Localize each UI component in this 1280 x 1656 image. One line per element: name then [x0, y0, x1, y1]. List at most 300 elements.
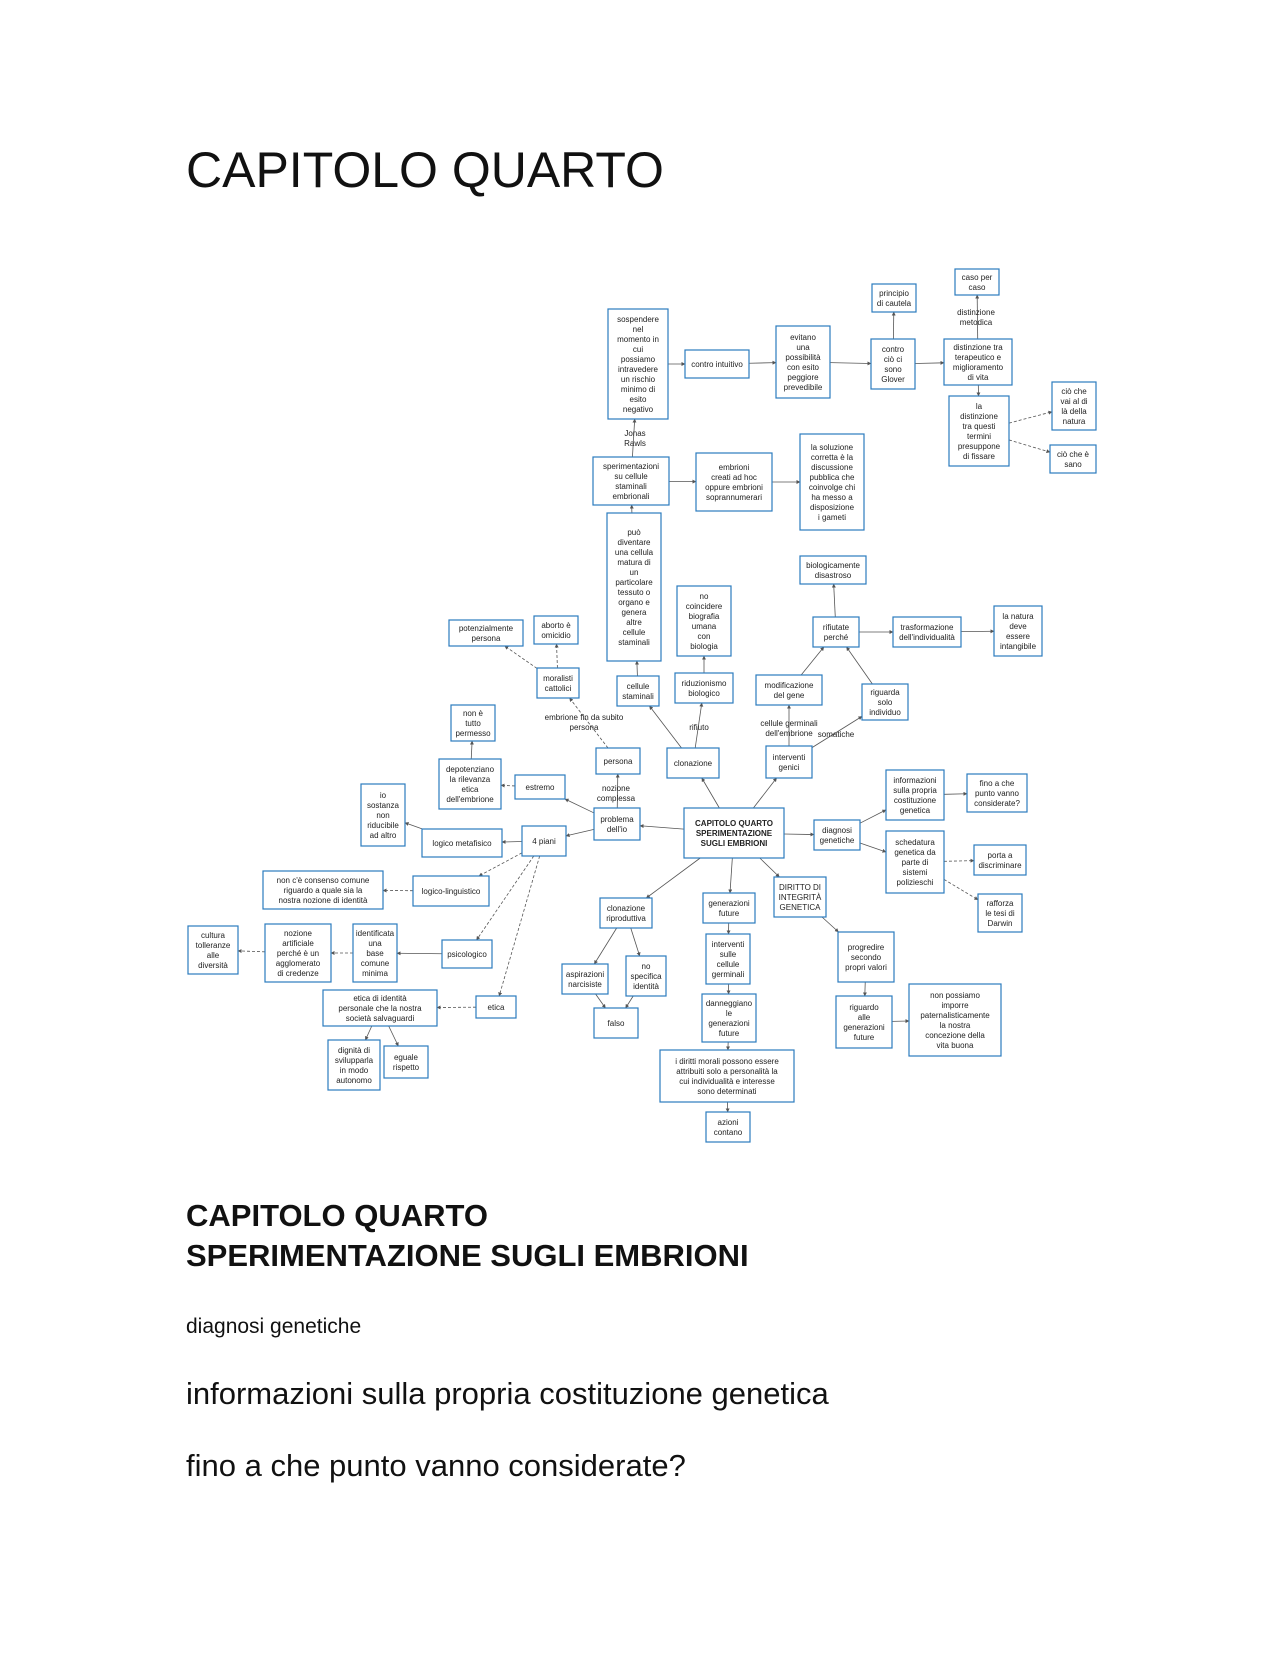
map-node-text: evitano — [790, 333, 816, 342]
map-label-cellule-germinali: dell'embrione — [765, 729, 813, 738]
map-node-text: sperimentazioni — [602, 462, 660, 471]
map-edge-cellule_staminali-puo_diventare — [637, 661, 638, 676]
map-node-text: la nostra — [939, 1021, 971, 1030]
map-label-rifiuto: rifiuto — [689, 723, 709, 732]
map-edge-distinzione_tra-caso — [977, 295, 978, 339]
map-node-text: base — [366, 949, 384, 958]
map-node-text: di cautela — [876, 299, 912, 308]
map-node-text: riduzionismo — [681, 679, 727, 688]
map-node-text: un — [629, 568, 639, 577]
map-node-diritti-morali — [660, 1050, 794, 1102]
map-node-text: una — [368, 939, 382, 948]
concept-map-nodes — [188, 269, 1096, 1142]
map-node-generazioni-future — [703, 893, 755, 923]
map-node-cio-vai — [1052, 382, 1096, 430]
map-node-text: matura di — [617, 558, 651, 567]
map-node-text: sulle — [719, 950, 737, 959]
map-node-text: future — [718, 909, 740, 918]
map-node-non-possiamo — [909, 984, 1001, 1056]
map-edge-informazioni-fino_a_che — [944, 794, 967, 795]
map-node-text: umana — [691, 622, 717, 631]
map-node-text: GENETICA — [779, 903, 821, 912]
map-node-text: oppure embrioni — [705, 483, 763, 492]
map-node-text: schedatura — [895, 838, 935, 847]
map-node-text: clonazione — [606, 904, 646, 913]
map-node-text: costituzione — [893, 796, 937, 805]
map-node-riduzionismo — [675, 673, 733, 703]
map-node-glover — [871, 339, 915, 389]
map-node-text: un rischio — [620, 375, 656, 384]
map-node-text: embrioni — [718, 463, 750, 472]
map-node-text: intangibile — [999, 642, 1037, 651]
section-heading-line2: SPERIMENTAZIONE SUGLI EMBRIONI — [186, 1238, 749, 1273]
map-node-text: ha messo a — [811, 493, 853, 502]
map-node-text: attribuiti solo a personalità la — [676, 1067, 778, 1076]
map-node-depotenziano — [439, 759, 501, 809]
map-node-logico-metafisico — [422, 829, 502, 857]
map-node-text: DIRITTO DI — [778, 883, 822, 892]
map-node-text: miglioramento — [952, 363, 1004, 372]
map-node-text: biologia — [690, 642, 718, 651]
map-node-diagnosi — [814, 820, 860, 850]
map-node-text: interventi — [772, 753, 806, 762]
map-node-distinzione-tra — [944, 339, 1012, 385]
map-node-text: terapeutico e — [954, 353, 1002, 362]
map-node-psicologico — [442, 940, 492, 968]
map-node-text: autonomo — [336, 1076, 372, 1085]
map-label-embrione-fine: persona — [569, 723, 599, 732]
map-node-text: ciò che è — [1056, 450, 1090, 459]
map-node-riguarda — [862, 684, 908, 720]
map-edge-schedatura-rafforza — [944, 879, 978, 899]
map-node-text: sano — [1064, 460, 1082, 469]
map-node-text: informazioni — [893, 776, 937, 785]
map-node-box — [814, 820, 860, 850]
map-node-text: trasformazione — [900, 623, 954, 632]
map-node-text: permesso — [455, 729, 491, 738]
map-node-text: minimo di — [620, 385, 656, 394]
map-node-text: creati ad hoc — [711, 473, 757, 482]
map-node-text: la rilevanza — [449, 775, 491, 784]
map-node-text: biografia — [688, 612, 720, 621]
map-edge-root-clonazione_riproduttiva — [646, 858, 700, 898]
map-node-quattro-piani — [522, 826, 566, 856]
map-node-text: depotenziano — [445, 765, 495, 774]
map-node-text: psicologico — [447, 950, 487, 959]
map-node-text: aborto è — [541, 621, 571, 630]
map-edge-modificazione-rifiutate — [801, 647, 824, 675]
map-edge-aspirazioni-falso — [596, 994, 606, 1008]
map-node-text: progredire — [847, 943, 885, 952]
map-node-box — [562, 964, 608, 994]
map-node-text: società salvaguardi — [345, 1014, 415, 1023]
map-node-text: generazioni — [708, 899, 750, 908]
map-node-caso — [955, 269, 999, 295]
map-node-biologicamente — [800, 556, 866, 584]
map-node-text: non possiamo — [930, 991, 980, 1000]
map-node-text: potenzialmente — [458, 624, 514, 633]
map-node-text: perché — [823, 633, 849, 642]
map-node-box — [974, 845, 1026, 875]
map-node-informazioni — [886, 770, 944, 820]
map-node-text: modificazione — [764, 681, 814, 690]
map-node-text: omicidio — [541, 631, 571, 640]
map-node-text: embrionali — [612, 492, 650, 501]
map-node-la-distinzione — [949, 396, 1009, 466]
map-node-text: non — [376, 811, 390, 820]
map-node-text: esito — [629, 395, 647, 404]
map-node-text: non c'è consenso comune — [276, 876, 370, 885]
map-label-somatiche: somatiche — [817, 730, 855, 739]
map-label-nozione-complessa: nozione — [601, 784, 631, 793]
map-node-etica — [476, 996, 516, 1018]
map-node-box — [696, 453, 772, 511]
map-node-cellule-staminali — [617, 676, 659, 706]
map-node-text: eguale — [393, 1053, 419, 1062]
map-node-text: contano — [713, 1128, 743, 1137]
map-node-text: in modo — [339, 1066, 369, 1075]
map-node-text: negativo — [622, 405, 654, 414]
map-node-text: prevedibile — [783, 383, 823, 392]
map-node-text: nel — [632, 325, 644, 334]
map-node-text: logico metafisico — [432, 839, 492, 848]
map-node-text: riproduttiva — [606, 914, 646, 923]
map-node-text: cellule — [626, 682, 650, 691]
map-node-text: nostra nozione di identità — [278, 896, 368, 905]
map-node-text: ad altro — [369, 831, 397, 840]
map-node-text: clonazione — [673, 759, 713, 768]
map-node-text: distinzione tra — [953, 343, 1003, 352]
map-node-text: caso per — [961, 273, 993, 282]
map-node-text: genetica — [899, 806, 931, 815]
map-node-aborto — [534, 616, 578, 644]
map-node-text: di vita — [967, 373, 989, 382]
map-node-text: pubblica che — [809, 473, 855, 482]
map-edge-no_specifica-falso — [626, 996, 634, 1008]
map-label-embrione-fine: embrione fin da subito — [544, 713, 624, 722]
map-node-text: con — [697, 632, 711, 641]
map-node-text: tolleranze — [195, 941, 231, 950]
map-node-text: deve — [1009, 622, 1027, 631]
map-node-text: natura — [1062, 417, 1086, 426]
map-node-text: concezione della — [925, 1031, 985, 1040]
map-node-text: sono determinati — [697, 1087, 757, 1096]
map-node-logico-linguistico — [413, 876, 489, 906]
map-edge-root-problema_io — [640, 826, 684, 829]
map-node-text: io — [379, 791, 387, 800]
map-node-text: dignità di — [337, 1046, 371, 1055]
subheading: diagnosi genetiche — [186, 1315, 362, 1338]
map-edge-la_distinzione-cio_vai — [1009, 412, 1052, 423]
map-edge-problema_io-quattro_piani — [566, 829, 594, 836]
map-node-text: organo e — [618, 598, 650, 607]
map-label-cellule-germinali: cellule germinali — [760, 719, 818, 728]
map-node-text: la — [975, 402, 983, 411]
map-node-text: una cellula — [614, 548, 654, 557]
map-edge-root-clonazione — [702, 778, 720, 808]
map-node-principio — [872, 284, 916, 312]
map-edge-evitano-glover — [830, 363, 871, 364]
map-node-porta-discriminare — [974, 845, 1026, 875]
map-node-schedatura — [886, 831, 944, 893]
map-node-evitano — [776, 326, 830, 398]
map-edge-depotenziano-non_tutto — [471, 741, 472, 759]
map-node-interventi-genici — [766, 746, 812, 778]
map-edge-schedatura-porta_discriminare — [944, 861, 974, 862]
map-node-text: tra questi — [962, 422, 996, 431]
map-node-text: riguarda — [870, 688, 900, 697]
map-node-box — [703, 893, 755, 923]
map-node-text: coincidere — [685, 602, 723, 611]
map-node-text: artificiale — [282, 939, 314, 948]
map-node-text: considerate? — [974, 799, 1020, 808]
map-node-text: altre — [626, 618, 642, 627]
map-node-text: interventi — [711, 940, 745, 949]
map-node-box — [813, 617, 859, 647]
map-node-text: diversità — [198, 961, 228, 970]
map-node-text: alle — [857, 1013, 871, 1022]
map-node-text: biologico — [688, 689, 720, 698]
map-node-text: genera — [621, 608, 647, 617]
map-node-text: momento in — [617, 335, 659, 344]
map-node-trasformazione — [893, 617, 961, 647]
map-node-clonazione-riproduttiva — [600, 898, 652, 928]
map-node-text: sistemi — [902, 868, 928, 877]
map-edge-problema_io-estremo — [565, 799, 594, 813]
map-node-text: sono — [884, 365, 902, 374]
map-edge-logico_metafisico-io_sostanza — [405, 823, 423, 829]
map-node-text: future — [853, 1033, 875, 1042]
map-node-text: i diritti morali possono essere — [675, 1057, 779, 1066]
map-node-fino-a-che — [967, 774, 1027, 812]
map-node-text: staminali — [618, 638, 650, 647]
map-node-box — [600, 898, 652, 928]
map-node-text: disastroso — [814, 571, 852, 580]
map-node-text: riguardo — [849, 1003, 879, 1012]
map-edge-contro_intuitivo-evitano — [749, 363, 776, 364]
map-node-text: secondo — [850, 953, 882, 962]
map-node-text: staminali — [622, 692, 654, 701]
map-node-modificazione — [756, 675, 822, 705]
map-node-text: vai al di — [1060, 397, 1088, 406]
map-node-clonazione — [667, 748, 719, 778]
map-node-text: cattolici — [544, 684, 572, 693]
map-node-text: CAPITOLO QUARTO — [695, 819, 773, 828]
map-node-text: dell'io — [606, 825, 628, 834]
map-edge-diagnosi-schedatura — [860, 843, 886, 852]
map-node-text: agglomerato — [275, 959, 321, 968]
map-node-text: peggiore — [787, 373, 819, 382]
map-edge-etica_identita-dignita — [365, 1026, 371, 1040]
map-node-text: la soluzione — [810, 443, 854, 452]
map-node-interventi-cellule — [706, 934, 750, 984]
map-node-estremo — [515, 775, 565, 799]
map-node-text: genetiche — [819, 836, 855, 845]
map-node-text: cui individualità e interesse — [679, 1077, 775, 1086]
map-edge-diritto_integrita-progredire — [822, 917, 839, 932]
map-node-text: polizieschi — [896, 878, 934, 887]
map-node-text: danneggiano — [705, 999, 753, 1008]
map-node-text: dell'embrione — [446, 795, 494, 804]
map-node-text: particolare — [615, 578, 653, 587]
map-node-text: biologicamente — [806, 561, 860, 570]
map-node-box — [706, 1112, 750, 1142]
map-node-text: non è — [462, 709, 484, 718]
map-node-text: etica di identità — [353, 994, 407, 1003]
map-node-text: le — [725, 1009, 733, 1018]
map-node-box — [893, 617, 961, 647]
map-node-text: tutto — [465, 719, 481, 728]
map-node-text: punto vanno — [974, 789, 1020, 798]
map-node-text: alle — [206, 951, 220, 960]
map-node-text: discussione — [811, 463, 853, 472]
map-node-embrioni-creati — [696, 453, 772, 511]
map-node-moralisti — [537, 668, 579, 698]
map-node-text: diagnosi — [822, 826, 852, 835]
map-node-diritto-integrita — [774, 877, 826, 917]
paragraph-informazioni: informazioni sulla propria costituzione genetica — [186, 1376, 829, 1411]
map-node-text: termini — [966, 432, 992, 441]
map-node-eguale-rispetto — [384, 1046, 428, 1078]
map-node-text: paternalisticamente — [920, 1011, 990, 1020]
map-node-progredire — [838, 932, 894, 982]
map-node-potenzialmente — [449, 620, 523, 646]
map-edge-la_distinzione-cio_sano — [1009, 440, 1050, 452]
map-node-text: genetica da — [894, 848, 936, 857]
map-edge-clonazione_riproduttiva-aspirazioni — [594, 928, 616, 964]
map-node-text: SPERIMENTAZIONE — [695, 829, 773, 838]
map-node-text: identificata — [355, 929, 395, 938]
map-node-text: etica — [461, 785, 479, 794]
map-node-text: etica — [487, 1003, 505, 1012]
map-node-text: caso — [968, 283, 986, 292]
map-node-soluzione — [800, 434, 864, 530]
map-node-text: genici — [778, 763, 800, 772]
map-node-identificata — [353, 924, 397, 982]
map-edge-riguarda-rifiutate — [847, 647, 873, 684]
map-edge-root-generazioni_future — [730, 858, 732, 893]
map-node-text: contro — [881, 345, 905, 354]
map-node-text: persona — [471, 634, 501, 643]
map-node-falso — [594, 1008, 638, 1038]
map-node-text: 4 piani — [532, 837, 556, 846]
map-node-text: là della — [1061, 407, 1087, 416]
map-node-text: soprannumerari — [705, 493, 763, 502]
map-edge-root-diritto_integrita — [760, 858, 780, 877]
map-node-non-tutto — [451, 705, 495, 741]
section-heading — [186, 1196, 749, 1276]
map-node-dignita — [328, 1040, 380, 1090]
map-node-sospendere — [608, 309, 668, 419]
map-node-text: Darwin — [987, 919, 1013, 928]
map-node-text: intravedere — [617, 365, 659, 374]
map-edge-nozione_artificiale-cultura — [238, 951, 265, 952]
map-node-text: INTEGRITÀ — [778, 893, 822, 902]
map-node-puo-diventare — [607, 513, 661, 661]
map-node-text: narcisiste — [568, 980, 602, 989]
map-node-persona — [596, 748, 640, 774]
map-node-text: estremo — [525, 783, 555, 792]
map-node-text: no — [699, 592, 709, 601]
map-node-text: cultura — [200, 931, 226, 940]
map-node-text: staminali — [615, 482, 647, 491]
map-node-text: persona — [603, 757, 633, 766]
map-node-io-sostanza — [361, 784, 405, 846]
map-node-text: contro intuitivo — [691, 360, 743, 369]
map-edge-clonazione-cellule_staminali — [649, 706, 681, 748]
map-node-cio-sano — [1050, 445, 1096, 473]
map-node-cultura — [188, 926, 238, 974]
map-node-rafforza — [978, 894, 1022, 932]
map-node-riguardo-gen — [836, 996, 892, 1048]
map-node-text: solo — [877, 698, 893, 707]
map-node-non-coincidere — [677, 586, 731, 656]
map-node-text: cui — [632, 345, 644, 354]
map-node-text: perché è un — [276, 949, 320, 958]
map-node-text: no — [641, 962, 651, 971]
map-node-text: nozione — [283, 929, 313, 938]
map-node-text: future — [718, 1029, 740, 1038]
map-node-text: generazioni — [843, 1023, 885, 1032]
map-node-danneggiano — [702, 994, 756, 1042]
map-node-text: SUGLI EMBRIONI — [700, 839, 768, 848]
map-node-text: possibilità — [785, 353, 821, 362]
map-node-box — [617, 676, 659, 706]
map-node-text: del gene — [773, 691, 805, 700]
map-node-text: svilupparla — [334, 1056, 374, 1065]
map-node-box — [766, 746, 812, 778]
map-node-text: coinvolge chi — [808, 483, 856, 492]
map-node-sper-staminali — [593, 457, 669, 505]
paragraph-fino-a-che: fino a che punto vanno considerate? — [186, 1448, 686, 1483]
map-node-text: sospendere — [617, 315, 659, 324]
map-node-text: sostanza — [366, 801, 400, 810]
map-node-text: su cellule — [614, 472, 648, 481]
map-node-text: diventare — [617, 538, 651, 547]
section-heading-line1: CAPITOLO QUARTO — [186, 1198, 488, 1233]
map-node-text: minima — [362, 969, 388, 978]
map-label-jonas: Rawls — [624, 439, 646, 448]
map-node-nozione-artificiale — [265, 924, 331, 982]
map-node-text: cellule — [716, 960, 740, 969]
map-node-text: cellule — [622, 628, 646, 637]
map-node-natura-intangibile — [994, 606, 1042, 656]
map-node-text: individuo — [869, 708, 901, 717]
map-node-text: rifiutate — [822, 623, 850, 632]
map-node-text: generazioni — [708, 1019, 750, 1028]
map-node-text: problema — [600, 815, 634, 824]
map-label-nozione-complessa: complessa — [596, 794, 636, 803]
map-node-no-specifica — [626, 956, 666, 996]
map-edge-clonazione_riproduttiva-no_specifica — [631, 928, 640, 956]
map-node-text: falso — [607, 1019, 625, 1028]
map-node-text: corretta è la — [810, 453, 854, 462]
map-node-text: parte di — [901, 858, 929, 867]
map-node-text: propri valori — [845, 963, 887, 972]
map-node-text: con esito — [786, 363, 820, 372]
map-node-text: i gameti — [817, 513, 847, 522]
map-node-text: possiamo — [620, 355, 656, 364]
map-node-box — [756, 675, 822, 705]
map-node-text: principio — [879, 289, 909, 298]
map-node-text: personale che la nostra — [338, 1004, 422, 1013]
map-edge-glover-distinzione_tra — [915, 363, 944, 364]
map-node-text: azioni — [717, 1118, 739, 1127]
map-node-text: identità — [633, 982, 659, 991]
map-node-text: dell'individualità — [899, 633, 955, 642]
map-node-text: rafforza — [986, 899, 1014, 908]
map-node-text: germinali — [711, 970, 745, 979]
